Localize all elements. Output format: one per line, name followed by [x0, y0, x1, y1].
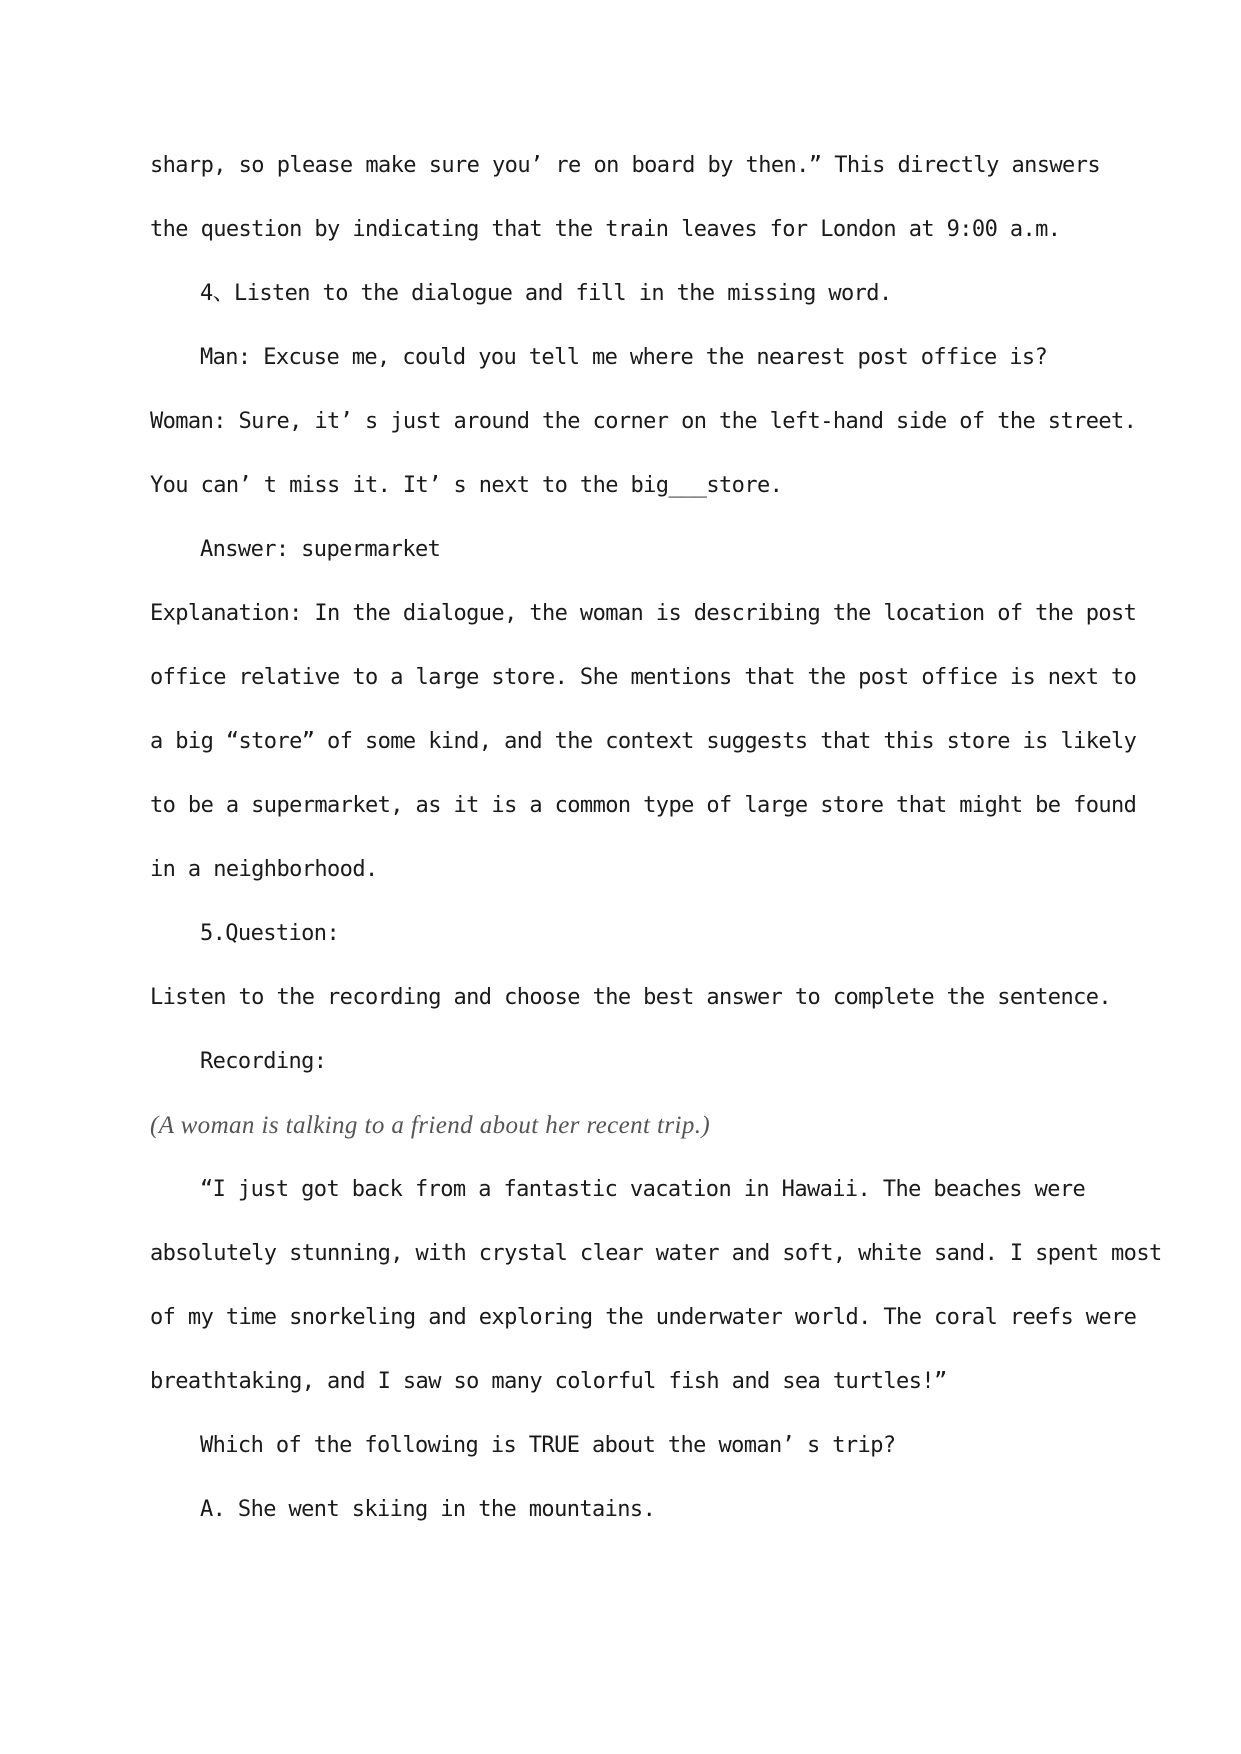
- recording-text-line-2: absolutely stunning, with crystal clear water and soft, white sand. I spent most: [150, 1241, 1162, 1266]
- text-line-1: sharp, so please make sure you’ re on board by then.” This directly answers: [150, 153, 1100, 178]
- text-line-2: the question by indicating that the train leaves for London at 9:00 a.m.: [150, 217, 1061, 242]
- explanation-line-5: in a neighborhood.: [150, 857, 378, 882]
- dialogue-woman-line: Woman: Sure, it’ s just around the corner on the left-hand side of the street.: [150, 409, 1137, 434]
- dialogue-woman-line-continued: You can’ t miss it. It’ s next to the big___store.: [150, 473, 783, 498]
- question-5-prompt: Which of the following is TRUE about the woman’ s trip?: [200, 1433, 896, 1458]
- answer-4: Answer: supermarket: [200, 537, 441, 562]
- recording-context: (A woman is talking to a friend about her recent trip.): [150, 1112, 711, 1139]
- recording-text-line-1: “I just got back from a fantastic vacation in Hawaii. The beaches were: [200, 1177, 1086, 1202]
- explanation-line-2: office relative to a large store. She mentions that the post office is next to: [150, 665, 1137, 690]
- recording-text-line-3: of my time snorkeling and exploring the underwater world. The coral reefs were: [150, 1305, 1137, 1330]
- explanation-line-1: Explanation: In the dialogue, the woman is describing the location of the post: [150, 601, 1137, 626]
- question-4-heading: 4、Listen to the dialogue and fill in the missing word.: [200, 281, 892, 306]
- question-5-heading: 5.Question:: [200, 921, 340, 946]
- recording-label: Recording:: [200, 1049, 327, 1074]
- question-5-instruction: Listen to the recording and choose the best answer to complete the sentence.: [150, 985, 1112, 1010]
- explanation-line-4: to be a supermarket, as it is a common type of large store that might be found: [150, 793, 1137, 818]
- dialogue-man-line: Man: Excuse me, could you tell me where the nearest post office is?: [200, 345, 1048, 370]
- option-a: A. She went skiing in the mountains.: [200, 1497, 656, 1522]
- recording-text-line-4: breathtaking, and I saw so many colorful fish and sea turtles!”: [150, 1369, 947, 1394]
- explanation-line-3: a big “store” of some kind, and the context suggests that this store is likely: [150, 729, 1137, 754]
